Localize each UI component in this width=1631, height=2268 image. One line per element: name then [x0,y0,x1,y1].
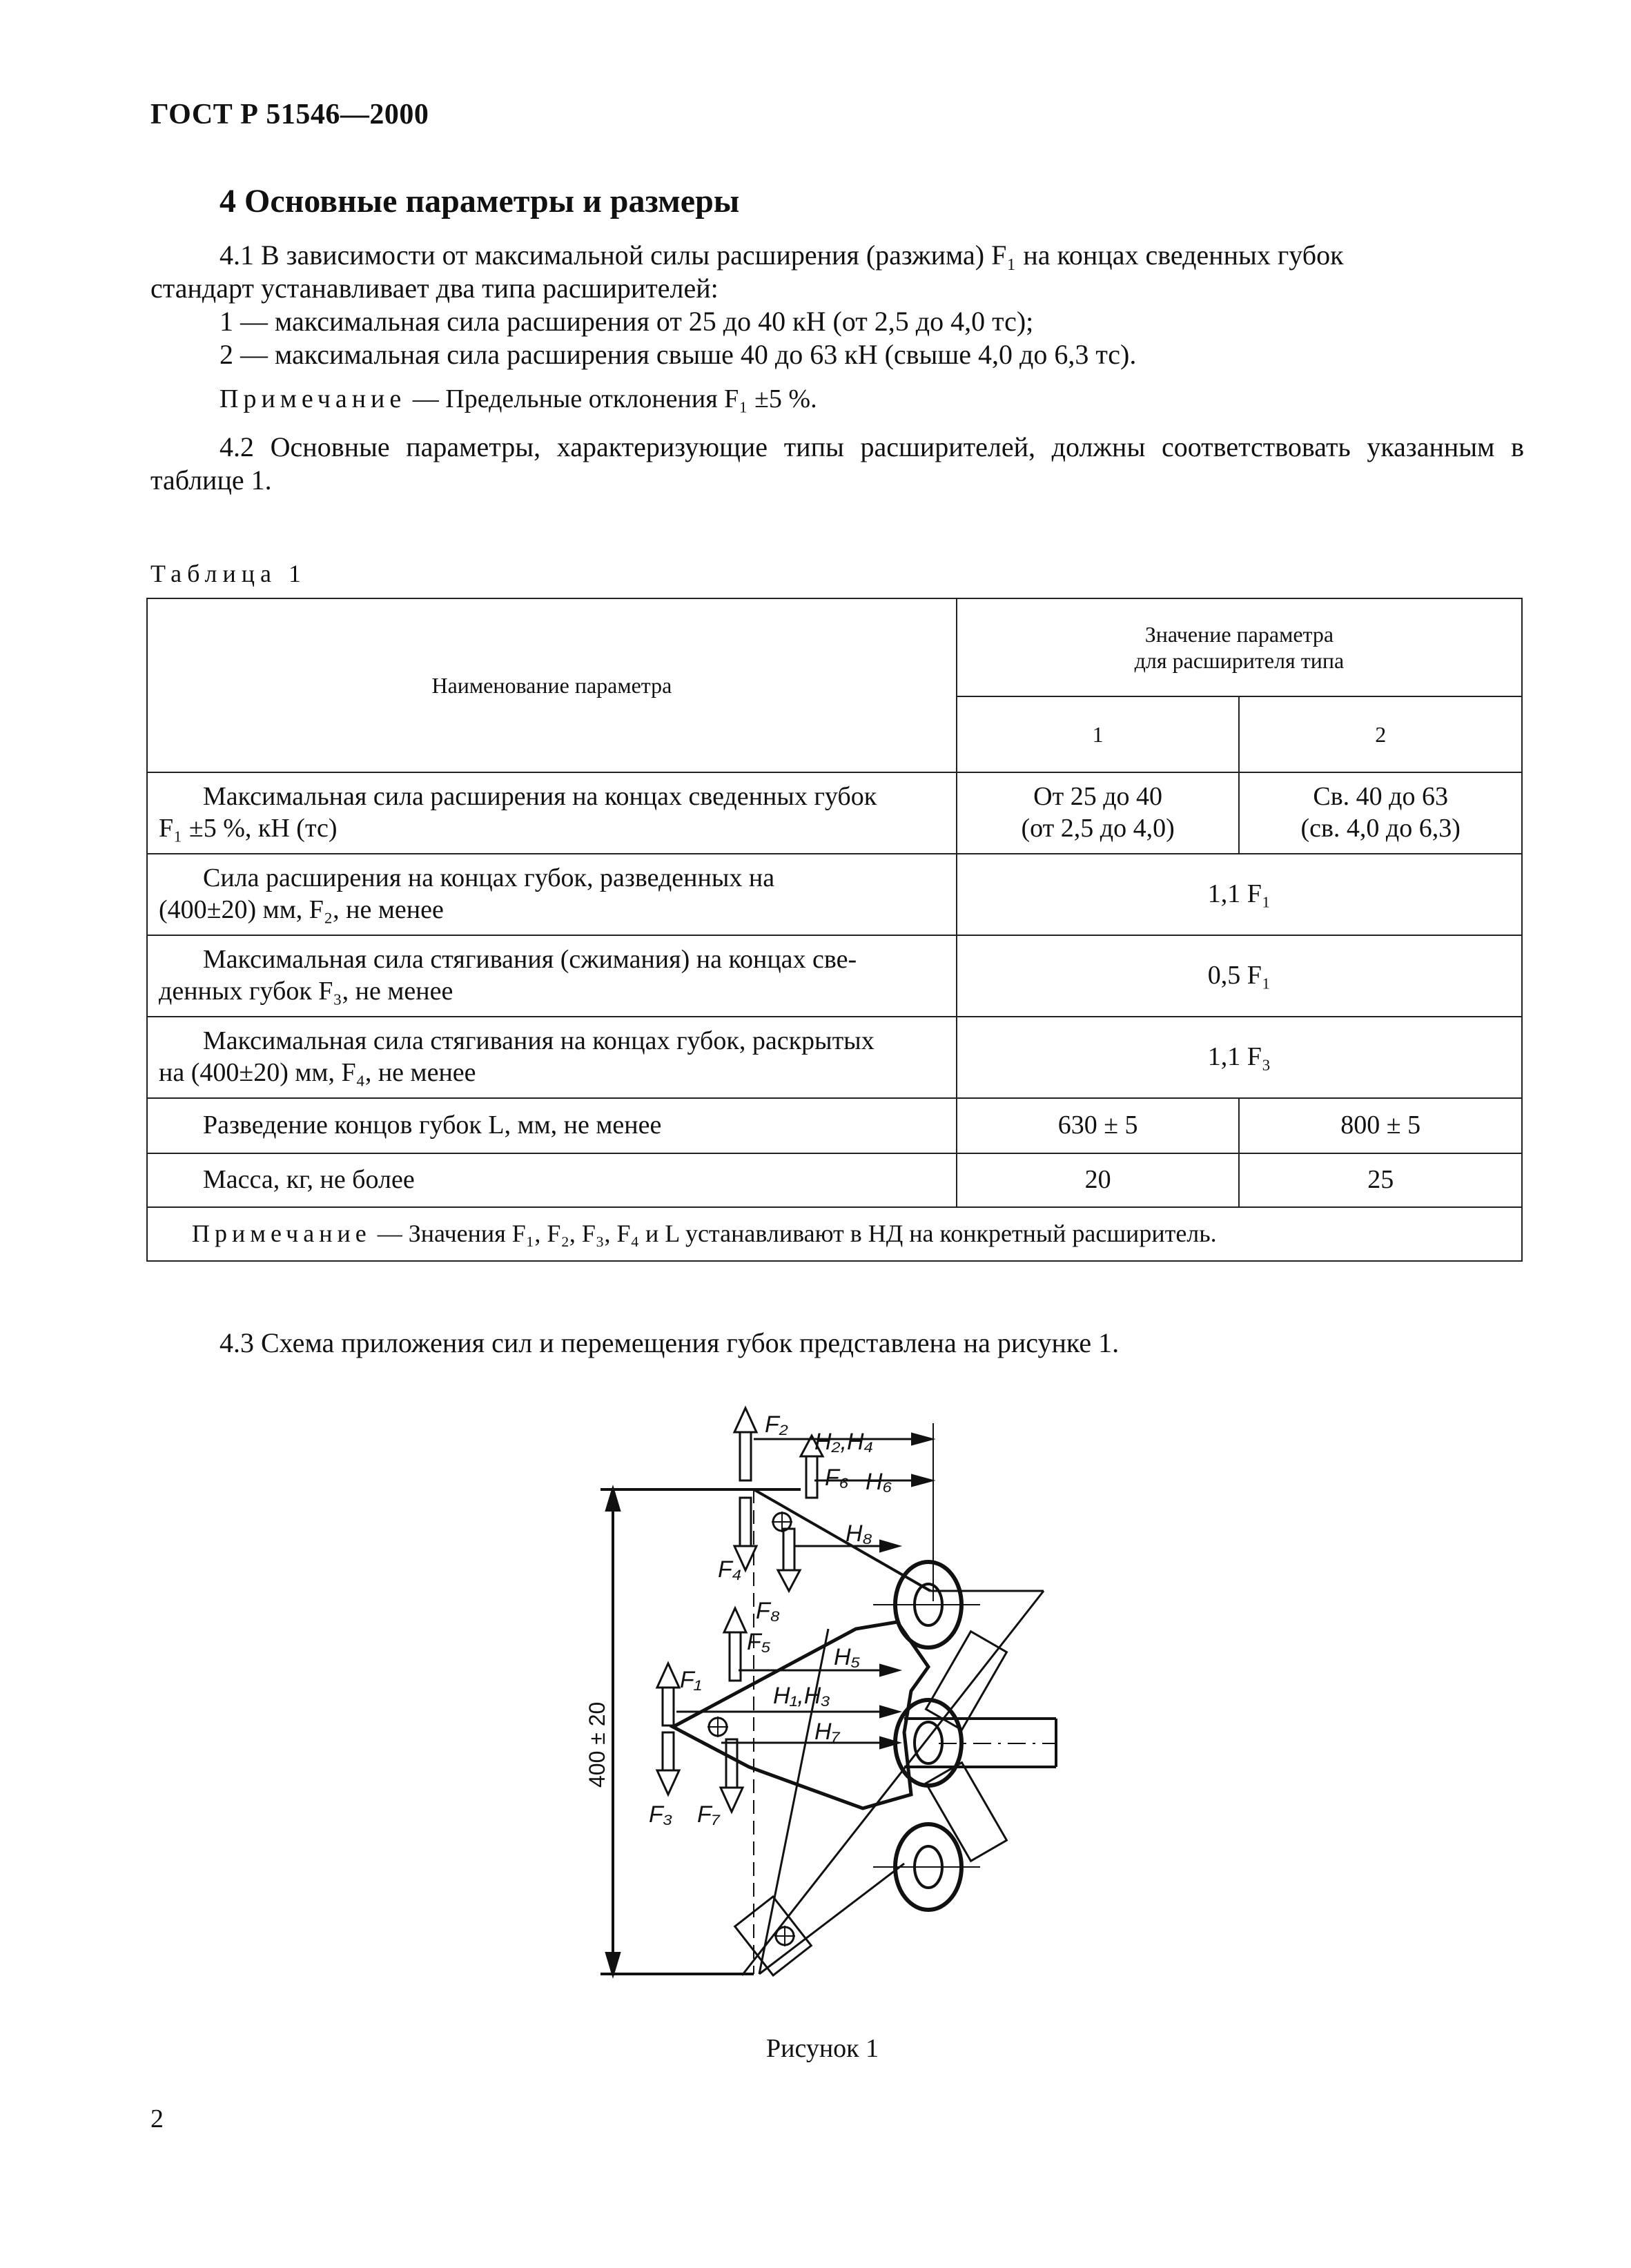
section-title: 4 Основные параметры и размеры [219,183,740,219]
row-param-name: Максимальная сила расширения на концах сведенных губок F₁ ±5 %, кН (тс) [147,772,957,854]
label-F7: F₇ [697,1801,720,1828]
document-header: ГОСТ Р 51546—2000 [150,99,429,130]
label-F8: F₈ [756,1598,781,1624]
label-F3: F₃ [649,1801,673,1828]
row-value-shared: 1,1 F₁ [957,854,1522,935]
page-number: 2 [150,2104,164,2133]
pivot-center-inner [915,1722,942,1763]
row-param-name: Масса, кг, не более [147,1153,957,1207]
row-value-type2: 800 ± 5 [1239,1098,1522,1153]
lower-jaw-bottom-edge [759,1864,904,1974]
row-value-type1: От 25 до 40 (от 2,5 до 4,0) [957,772,1240,854]
row-param-name: Сила расширения на концах губок, разведенных на (400±20) мм, F₂, не менее [147,854,957,935]
label-F6: F₆ [825,1465,849,1491]
table-note: Примечание — Значения F₁, F₂, F₃, F₄ и L устанавливают в НД на конкретный расширитель. [147,1207,1522,1261]
header-param-name: Наименование параметра [147,598,957,772]
row-value-type2: 25 [1239,1153,1522,1207]
upper-jaw-open-edge [742,1591,1044,1975]
dim-arrow-bottom [607,1953,619,1974]
label-F1: F₁ [680,1667,702,1693]
note-text: — Предельные отклонения F₁ ±5 %. [406,384,817,413]
header-value-line1: Значение параметра [1144,621,1334,647]
label-H1-H3: H₁,H₃ [773,1683,830,1709]
paragraph-4-2: 4.2 Основные параметры, характеризующие типы расширителей, должны соответствовать указанным в таблице 1. [150,431,1524,496]
header-value-line2: для расширителя типа [1134,648,1345,673]
label-F2: F₂ [765,1411,788,1438]
row-value-shared: 1,1 F₃ [957,1017,1522,1098]
row-param-name: Разведение концов губок L, мм, не менее [147,1098,957,1153]
label-H6: H₆ [866,1469,892,1495]
dim-label-400: 400 ± 20 [585,1701,609,1788]
row-param-name: Максимальная сила стягивания (сжимания) на концах све- денных губок F₃, не менее [147,935,957,1017]
row-value-type2: Св. 40 до 63 (св. 4,0 до 6,3) [1239,772,1522,854]
row-value-type1: 20 [957,1153,1240,1207]
force-arrows [657,1408,823,1812]
label-H5: H₅ [834,1644,861,1670]
p41-line1: 4.1 В зависимости от максимальной силы расширения (разжима) F₁ на концах сведенных губок [219,239,1344,271]
header-type-2: 2 [1239,696,1522,772]
header-type-1: 1 [957,696,1240,772]
figure-caption: Рисунок 1 [766,2034,879,2063]
link-lower [926,1763,1007,1861]
label-H8: H₈ [846,1521,872,1547]
dim-arrow-top [607,1489,619,1510]
label-F4: F₄ [718,1556,742,1583]
p41-item1: 1 — максимальная сила расширения от 25 до 40 кН (от 2,5 до 4,0 тс); [219,306,1034,337]
table-caption: Таблица 1 [150,560,306,587]
p41-line2: стандарт устанавливает два типа расширителей: [150,273,719,304]
p41-item2: 2 — максимальная сила расширения свыше 40 до 63 кН (свыше 4,0 до 6,3 тс). [219,339,1137,370]
row-param-name: Максимальная сила стягивания на концах губок, раскрытых на (400±20) мм, F₄, не менее [147,1017,957,1098]
row-value-shared: 0,5 F₁ [957,935,1522,1017]
paragraph-4-3: 4.3 Схема приложения сил и перемещения губок представлена на рисунке 1. [219,1327,1120,1358]
row-value-type1: 630 ± 5 [957,1098,1240,1153]
label-F5: F₅ [747,1629,771,1655]
note-label: Примечание [219,384,407,413]
label-H2-H4: H₂,H₄ [814,1429,874,1455]
label-H7: H₇ [814,1719,840,1745]
